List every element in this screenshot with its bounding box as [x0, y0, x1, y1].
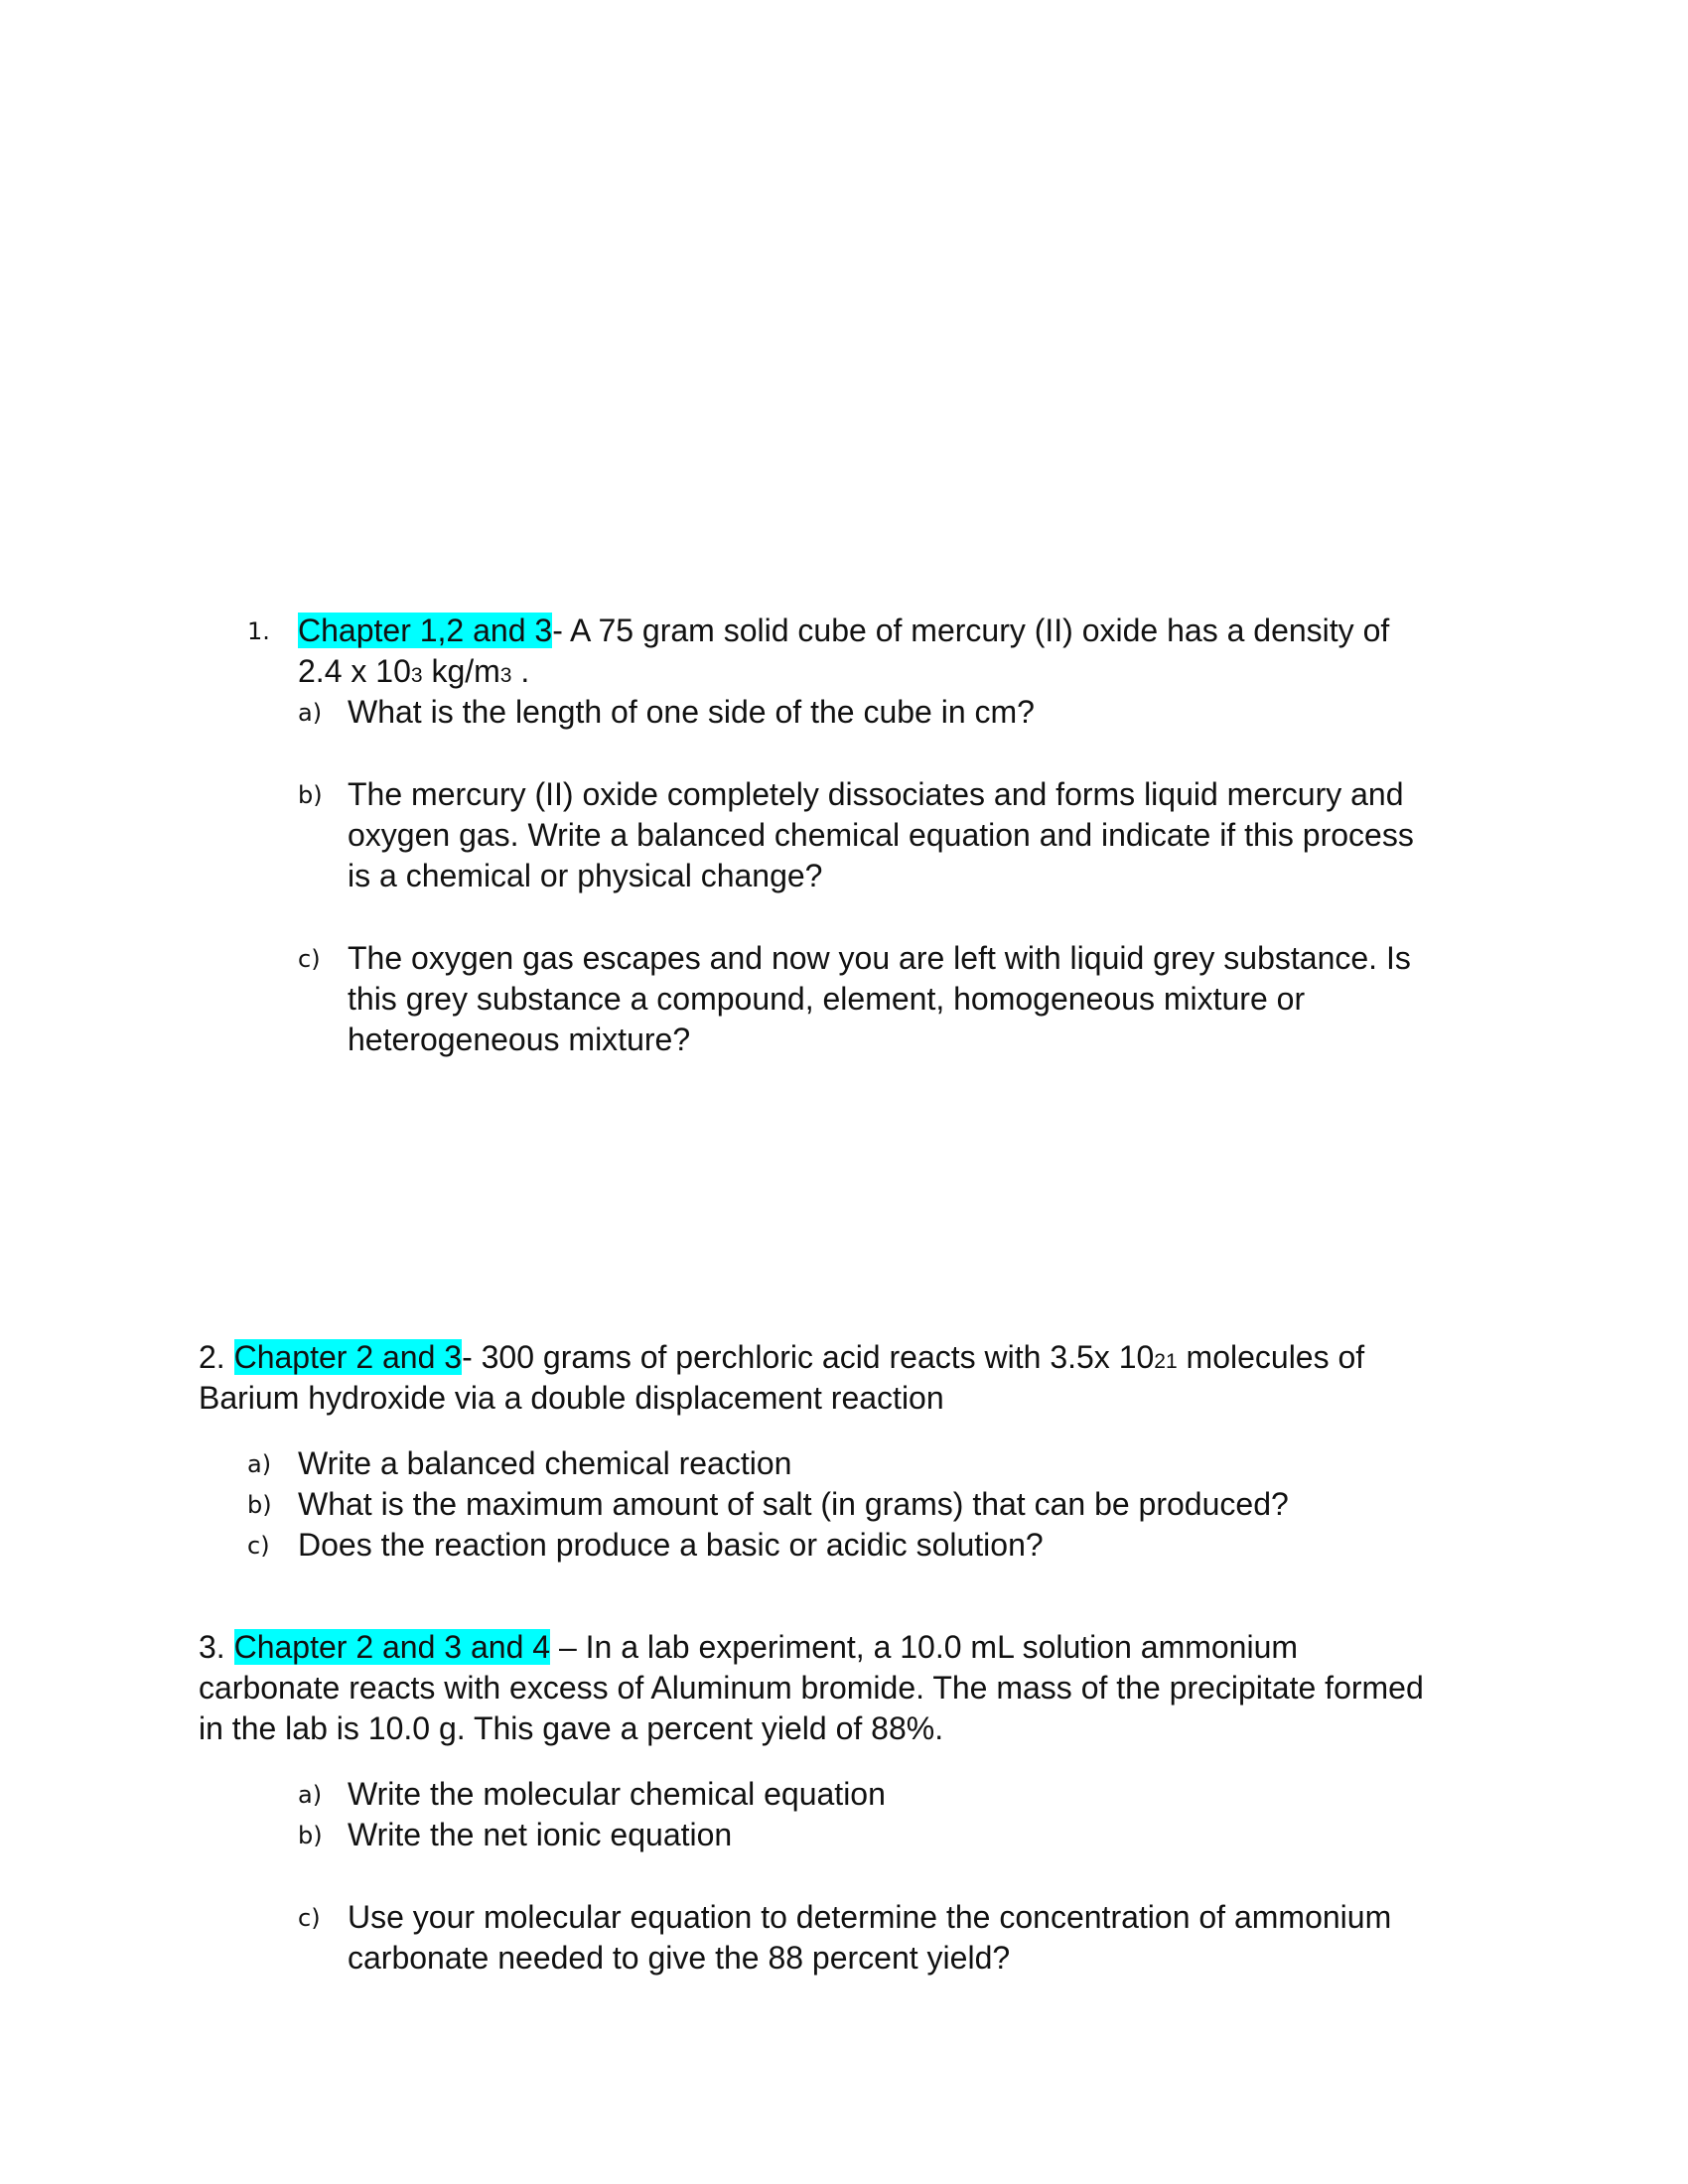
question-3-stem-line-1: 3. Chapter 2 and 3 and 4 – In a lab experiment, a 10.0 mL solution ammonium	[199, 1629, 1299, 1665]
question-2-part-b-text: What is the maximum amount of salt (in grams) that can be produced?	[298, 1486, 1289, 1522]
question-1-stem-line-1: Chapter 1,2 and 3- A 75 gram solid cube of mercury (II) oxide has a density of	[298, 613, 1390, 648]
question-2-number: 2.	[199, 1339, 234, 1375]
question-3-stem-line-2: carbonate reacts with excess of Aluminum bromide. The mass of the precipitate formed	[199, 1670, 1424, 1706]
question-1-part-b-line-2: oxygen gas. Write a balanced chemical equation and indicate if this process	[348, 817, 1414, 853]
question-3-part-a-text: Write the molecular chemical equation	[348, 1776, 886, 1812]
question-2-part-a-text: Write a balanced chemical reaction	[298, 1445, 792, 1481]
question-1-part-a-marker: a)	[298, 699, 323, 727]
question-3-number: 3.	[199, 1629, 234, 1665]
question-3-stem-line-3: in the lab is 10.0 g. This gave a percent yield of 88%.	[199, 1710, 944, 1746]
exponent: 3	[499, 664, 512, 687]
question-3-part-a-marker: a)	[298, 1781, 323, 1809]
exponent: 21	[1154, 1350, 1178, 1373]
question-2-part-c-text: Does the reaction produce a basic or acidic solution?	[298, 1527, 1044, 1563]
question-1-number: 1.	[247, 617, 270, 645]
question-2-part-c-marker: c)	[247, 1532, 270, 1560]
question-1-part-c-line-1: The oxygen gas escapes and now you are left with liquid grey substance. Is	[348, 940, 1411, 976]
question-1-part-b-marker: b)	[298, 781, 323, 809]
question-1-part-c-line-2: this grey substance a compound, element, homogeneous mixture or	[348, 981, 1306, 1017]
question-3-part-c-marker: c)	[298, 1904, 321, 1932]
question-3-part-c-line-2: carbonate needed to give the 88 percent yield?	[348, 1940, 1011, 1976]
question-3-part-b-text: Write the net ionic equation	[348, 1817, 733, 1852]
question-1-part-c-marker: c)	[298, 945, 321, 973]
exponent: 3	[410, 664, 423, 687]
question-1-part-b-line-3: is a chemical or physical change?	[348, 858, 823, 893]
question-1-chapter-highlight: Chapter 1,2 and 3	[298, 613, 553, 648]
question-1-part-c-line-3: heterogeneous mixture?	[348, 1022, 691, 1057]
question-1-part-a-text: What is the length of one side of the cube in cm?	[348, 694, 1035, 730]
question-3-chapter-highlight: Chapter 2 and 3 and 4	[233, 1629, 551, 1665]
question-3-part-b-marker: b)	[298, 1822, 323, 1849]
question-2-chapter-highlight: Chapter 2 and 3	[233, 1339, 463, 1375]
question-2-part-a-marker: a)	[247, 1450, 272, 1478]
question-2-part-b-marker: b)	[247, 1491, 272, 1519]
question-2-stem-line-2: Barium hydroxide via a double displacement reaction	[199, 1380, 944, 1416]
question-3-part-c-line-1: Use your molecular equation to determine the concentration of ammonium	[348, 1899, 1392, 1935]
question-1-stem-line-2: 2.4 x 103 kg/m3 .	[298, 653, 530, 689]
question-1-part-b-line-1: The mercury (II) oxide completely dissociates and forms liquid mercury and	[348, 776, 1404, 812]
question-2-stem-line-1: 2. Chapter 2 and 3- 300 grams of perchloric acid reacts with 3.5x 1021 molecules of	[199, 1339, 1365, 1375]
